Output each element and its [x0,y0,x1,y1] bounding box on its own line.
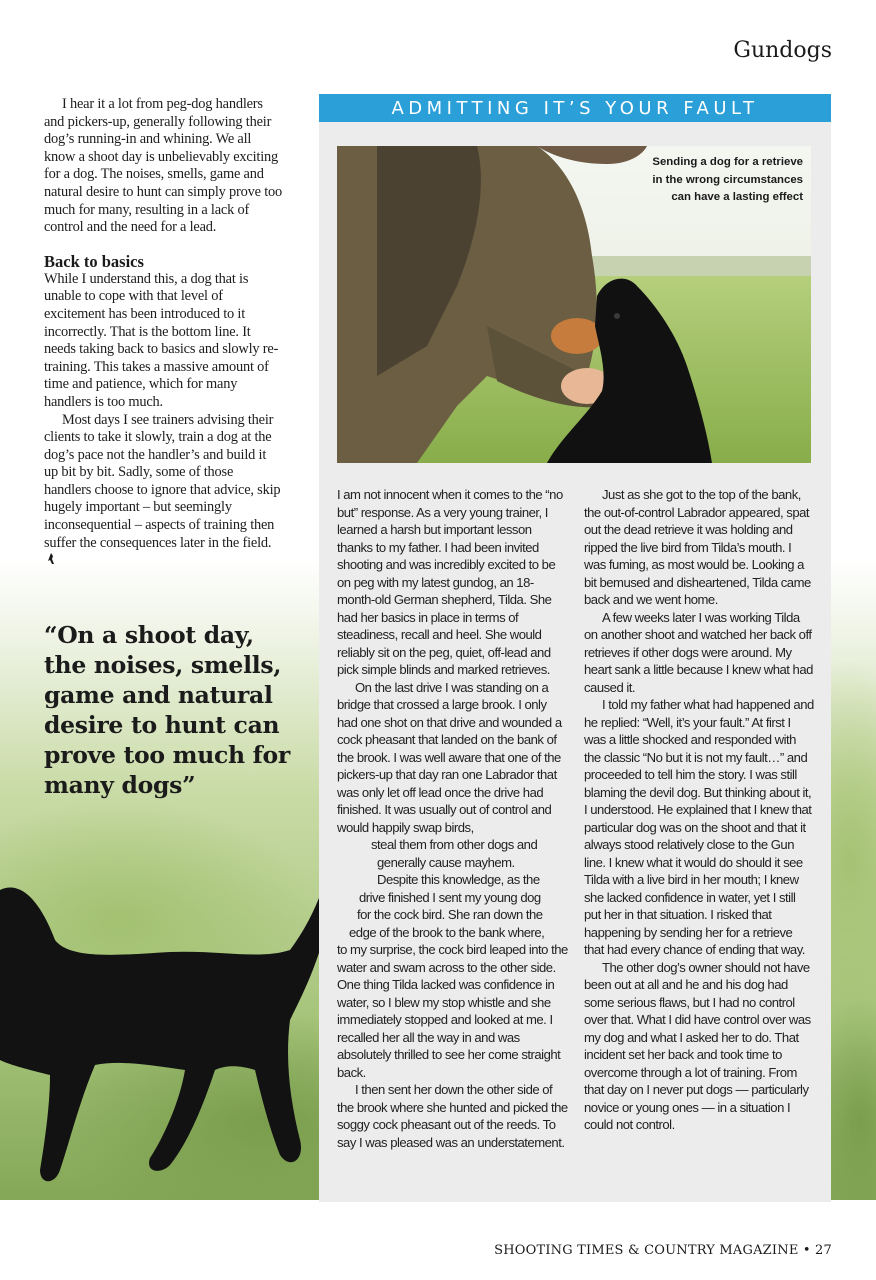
section-header: Gundogs [733,38,832,63]
box-paragraph [337,871,569,1081]
left-column [44,96,282,570]
photo-caption: Sending a dog for a retrieve in the wrong circumstances can have a lasting effect [652,156,803,203]
box-line: Despite this knowledge, as the [377,872,540,887]
box-column-2 [584,486,814,1134]
body-paragraph-text: Most days I see trainers advising their clients to take it slowly, train a dog at the dog’s pace not the handler’s and build it up bit by bit. Sadly, some of those handlers choose to ignore that advice, skip hugely important – but seemingly inconsequential – aspects of training then suffer the consequences later in the field. [44,411,281,551]
box-title: ADMITTING IT’S YOUR FAULT [319,94,831,122]
box-paragraph: The other dog’s owner should not have been out at all and he and his dog had some serious flaws, but I had no control over that. What I did have control over was my dog and what I asked her to do. That incident set her back and took time to overcome through a lot of training. From that day on I never put dogs — particularly novice or young ones — in a situation I could not control. [584,959,811,1132]
box-line: drive finished I sent my young dog [359,889,541,905]
box-line: steal them from other dogs and [371,837,538,852]
bird-end-mark-icon [47,553,55,565]
pull-quote: “On a shoot day, the noises, smells, game and natural desire to hunt can prove too much for many dogs” [44,621,290,799]
subheading: Back to basics [44,251,144,271]
box-paragraph-text: to my surprise, the cock bird leaped into the water and swam across to the other side. One thing Tilda lacked was confidence in water, so I blew my stop whistle and she immediately stopped and looked at me. I recalled her all the way in and was absolutely thrilled to see her come straight back. [337,942,568,1080]
body-paragraph [44,412,282,570]
box-paragraph: I then sent her down the other side of the brook where she hunted and picked the soggy cock pheasant out of the reeds. To say I was pleased was an understatement. [337,1082,568,1150]
box-line: for the cock bird. She ran down the [357,907,543,922]
box-line: edge of the brook to the bank where, [349,924,545,940]
box-column-1 [337,486,569,1151]
box-paragraph [337,679,569,872]
box-paragraph: A few weeks later I was working Tilda on another shoot and watched her back off retrieves if other dogs were around. My heart sank a little because I knew what had caused it. [584,609,813,695]
box-paragraph: I told my father what had happened and he replied: “Well, it’s your fault.” At first I was a little shocked and responded with the classic “No but it is not my fault…” and proceeded to tell him the story. I was still blaming the devil dog. But thinking about it, I understood. He explained that I knew that particular dog was on the shoot and that it always stood relatively close to the Gun line. I knew what it would do should it see Tilda with a live bird in her mouth; I knew she lacked confidence in water, yet I still put her in that situation. I risked that happening by sending her for a retrieve that had every chance of ending that way. [584,697,814,957]
body-paragraph: While I understand this, a dog that is unable to cope with that level of excitement has been introduced to it incorrectly. That is the bottom line. It needs taking back to basics and slowly re-training. This takes a massive amount of time and patience, which for many handlers is too much. [44,270,279,410]
page-footer: SHOOTING TIMES & COUNTRY MAGAZINE • 27 [494,1243,832,1258]
box-paragraph: Just as she got to the top of the bank, the out-of-control Labrador appeared, spat out the dead retrieve it was holding and ripped the live bird from Tilda’s mouth. I was fuming, as most would be. Looking a bit bemused and disheartened, Tilda came back and we went home. [584,487,811,607]
handler-dog-photo [337,146,811,463]
box-paragraph: I am not innocent when it comes to the “no but” response. As a very young trainer, I learned a harsh but important lesson thanks to my father. I had been invited shooting and was incredibly excited to be on peg with my latest gundog, an 18-month-old German shepherd, Tilda. She had her basics in place in terms of steadiness, recall and heel. She would reliably sit on the peg, quiet, off-lead and pick simple blinds and marked retrieves. [337,487,563,677]
intro-paragraph: I hear it a lot from peg-dog handlers and pickers-up, generally following their dog’s running-in and whining. We all know a shoot day is unbelievably exciting for a dog. The noises, smells, game and natural desire to hunt can simply prove too much for many, resulting in a lack of control and the need for a lead. [44,96,282,236]
box-paragraph-text: On the last drive I was standing on a bridge that crossed a large brook. I only had one shot on that drive and wounded a cock pheasant that landed on the bank of the brook. I was well aware that one of the pickers-up that day ran one Labrador that was only let off lead once the drive had finished. It was usually out of control and would happily swap birds, [337,679,562,835]
box-line: generally cause mayhem. [377,854,515,870]
